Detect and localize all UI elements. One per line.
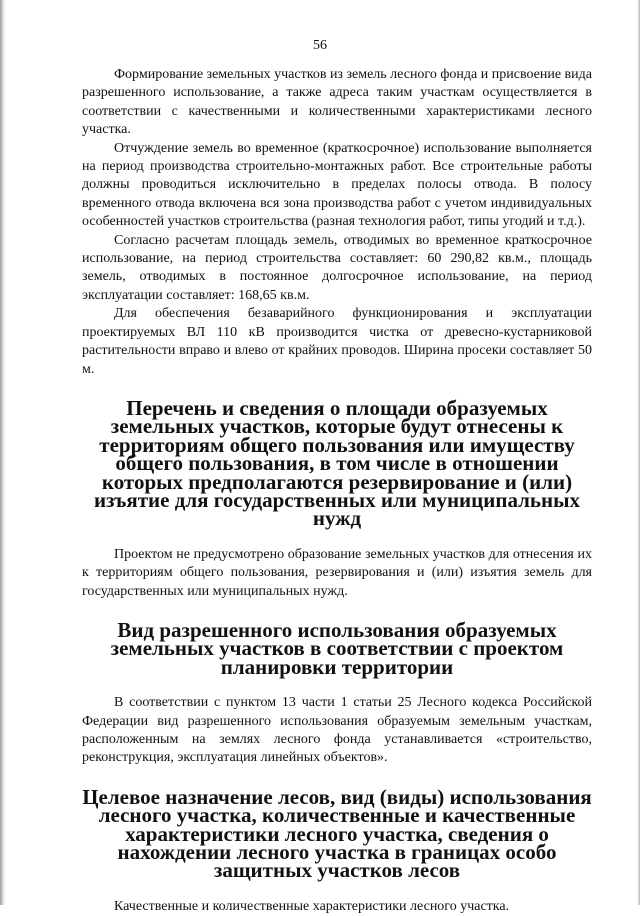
paragraph-no-public-land: Проектом не предусмотрено образование земельных участков для отнесения их к территориям общего пользования, резервирования и (или) изъятия земель для государственных или муниципальных нужд. bbox=[82, 546, 592, 599]
paragraph-land-formation: Формирование земельных участков из земель лесного фонда и присвоение вида разрешенного использование, а также адреса таким участкам осуществляется в соответствии с качественными и количественными характеристиками лесного участка. bbox=[82, 67, 592, 138]
paragraph-temporary-use: Отчуждение земель во временное (краткосрочное) использование выполняется на период производства строительно-монтажных работ. Все строительные работы должны проводиться исключительно в пределах полосы отвода. В полосу временного отвода включена вся зона производства работ с учетом индивидуальных особенностей участков строительства (разная технология работ, типы угодий и т.д.). bbox=[82, 140, 592, 230]
paragraph-clearing: Для обеспечения безаварийного функционирования и эксплуатации проектируемых ВЛ 110 кВ производится чистка от древесно-кустарниковой растительности вправо и влево от крайних проводов. Ширина просеки составляет 50 м. bbox=[82, 306, 592, 377]
heading-permitted-use: Вид разрешенного использования образуемых земельных участков в соответствии с проектом планировки территории bbox=[110, 617, 564, 679]
heading-public-land-list: Перечень и сведения о площади образуемых земельных участков, которые будут отнесены к территориям общего пользования или имуществу общего пользования, в том числе в отношении которых предполагаются резервирование и (или) изъятие для государственных или муниципальных нужд bbox=[93, 395, 581, 531]
scan-edge-left bbox=[0, 0, 6, 905]
document-body bbox=[82, 66, 592, 916]
paragraph-forest-code: В соответствии с пунктом 13 части 1 статьи 25 Лесного кодекса Российской Федерации вид разрешенного использования образуемым земельным участкам, расположенным на землях лесного фонда устанавливается «строительство, реконструкция, эксплуатация линейных объектов». bbox=[82, 695, 592, 766]
paragraph-area-calculation: Согласно расчетам площадь земель, отводимых во временное краткосрочное использование, на период строительства составляет: 60 290,82 кв.м., площадь земель, отводимых в постоянное долгосрочное использование, на период эксплуатации составляет: 168,65 кв.м. bbox=[82, 232, 592, 303]
page-number: 56 bbox=[313, 38, 327, 53]
paragraph-characteristics: Качественные и количественные характеристики лесного участка. bbox=[114, 898, 510, 914]
heading-forest-purpose: Целевое назначение лесов, вид (виды) использования лесного участка, количественные и качественные характеристики лесного участка, сведения о нахождении лесного участка в границах особо защитных участков лесов bbox=[82, 784, 592, 883]
